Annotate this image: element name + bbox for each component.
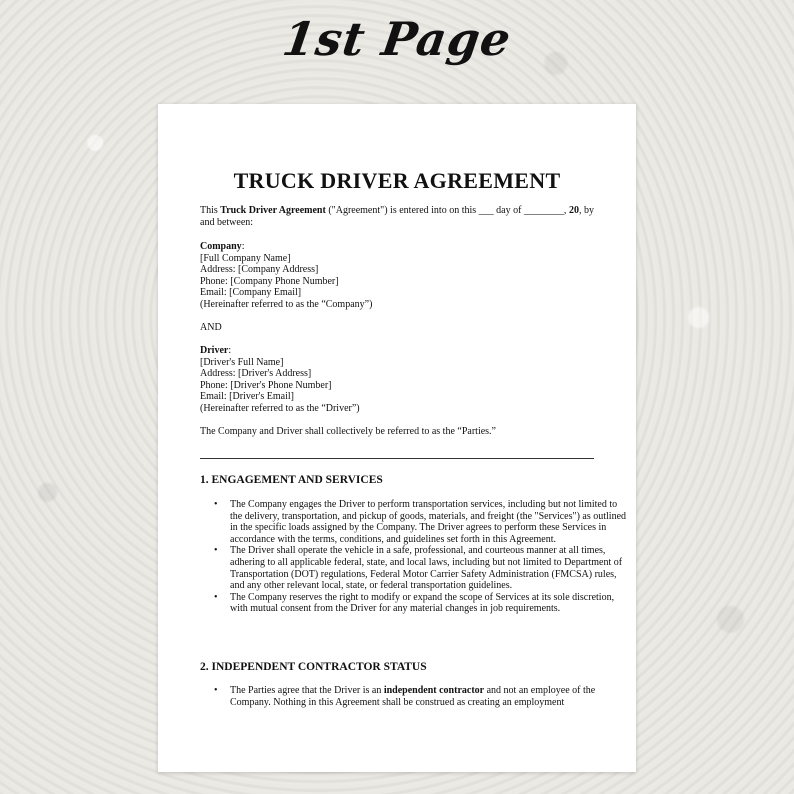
contractor-text-2: and not an employee of the Company. Nothing in this Agreement shall be construed as creating an employment [230,685,596,708]
company-email: Email: [Company Email] [200,287,302,298]
driver-label: Driver [200,345,229,356]
list-item: • The Company engages the Driver to perform transportation services, including but not limited to the delivery, transportation, and pickup of goods, materials, and freight (the "Services") as outlined in the specific loads assigned by the Company. The Driver agrees to perform these Services in accordance with the terms, conditions, and guidelines set forth in this Agreement. [230,499,628,545]
section-heading-contractor: 2. INDEPENDENT CONTRACTOR STATUS [200,661,427,673]
driver-reference: (Hereinafter referred to as the “Driver”) [200,402,360,414]
driver-phone: Phone: [Driver's Phone Number] [200,379,332,391]
contractor-text-1: The Parties agree that the Driver is an [230,685,384,696]
intro-year: 20 [568,205,579,216]
document-page [158,104,636,772]
company-label: Company [200,241,242,252]
driver-name: [Driver's Full Name] [200,356,284,368]
driver-colon: : [228,345,232,356]
page-heading: 1st Page [279,12,515,66]
company-name: [Full Company Name] [200,252,291,264]
driver-block [200,345,598,414]
intro-text-2: ("Agreement") is entered into on this ___ day of ________, [325,205,569,216]
intro-paragraph [200,205,598,228]
company-address: Address: [Company Address] [200,264,319,275]
company-block [200,241,598,310]
list-item [230,685,628,708]
intro-agreement-name: Truck Driver Agreement [220,205,326,216]
company-reference: (Hereinafter referred to as the “Company”) [200,298,373,310]
intro-text-1: This [200,205,221,216]
and-separator: AND [200,322,222,333]
company-phone: Phone: [Company Phone Number] [200,275,339,287]
section-divider [200,458,594,459]
list-item: • The Company reserves the right to modify or expand the scope of Services at its sole discretion, with mutual consent from the Driver for any material changes in job requirements. [230,592,628,615]
section-heading-engagement: 1. ENGAGEMENT AND SERVICES [200,474,383,486]
document-title: TRUCK DRIVER AGREEMENT [233,168,561,193]
driver-address: Address: [Driver's Address] [200,368,312,379]
driver-email: Email: [Driver's Email] [200,391,294,402]
contractor-term: independent contractor [383,685,485,696]
company-colon: : [241,241,245,252]
parties-statement: The Company and Driver shall collectively be referred to as the “Parties.” [200,426,496,437]
list-item: • The Driver shall operate the vehicle in a safe, professional, and courteous manner at all times, adhering to all applicable federal, state, and local laws, including but not limited to Department of Transportation (DOT) regulations, Federal Motor Carrier Safety Administration (FMCSA) rules, and any other relevant local, state, or federal transportation guidelines. [230,545,628,591]
engagement-bullet-list [200,499,628,615]
contractor-bullet-list [200,685,628,708]
intro-text-3: , by and between: [200,205,594,228]
